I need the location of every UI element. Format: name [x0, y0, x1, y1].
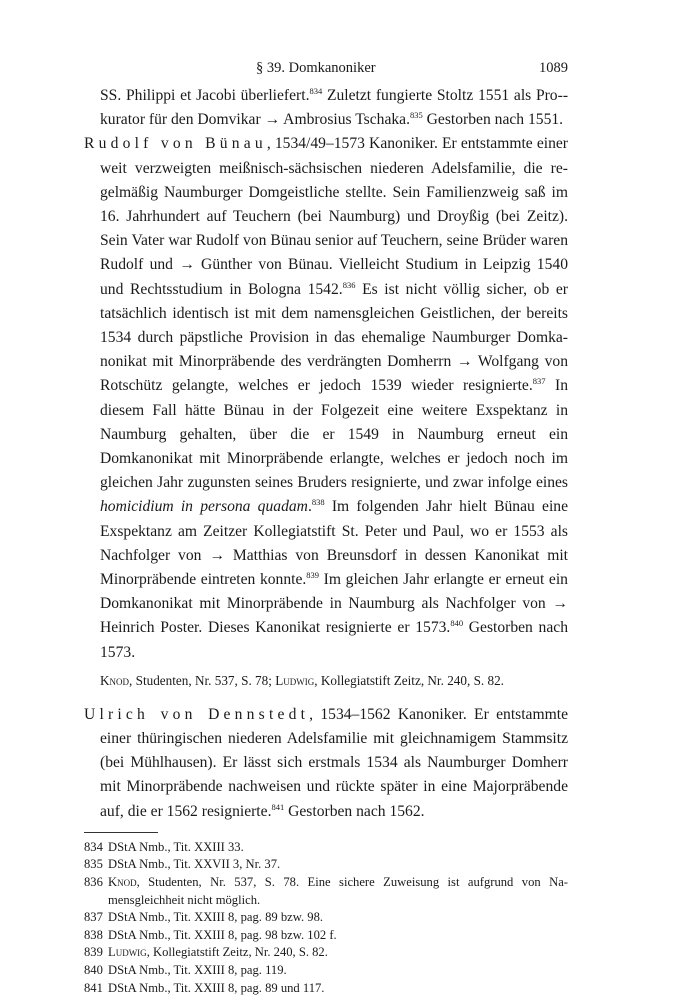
entry-text: Gestorben nach 1551. — [422, 111, 564, 129]
running-title: § 39. Domkanoniker — [256, 60, 376, 76]
footnote-number: 834 — [84, 839, 103, 854]
footnote-text: DStA Nmb., Tit. XXIII 8, pag. 89 und 117. — [108, 980, 325, 995]
footnote — [84, 874, 568, 909]
footnote-text: DStA Nmb., Tit. XXIII 33. — [108, 839, 244, 854]
page-number: 1089 — [539, 60, 568, 76]
author-name: Knod — [108, 875, 137, 890]
footnote-separator — [84, 832, 158, 833]
footnote-text: DStA Nmb., Tit. XXIII 8, pag. 89 bzw. 98. — [108, 910, 324, 925]
footnote-ref-834[interactable]: 834 — [309, 86, 323, 96]
entry-ulrich-von-dennstedt — [84, 703, 568, 824]
entry-text: Es ist nicht völlig sicher, ob er tatsächlich identisch ist mit dem namensgleichen Geistlichen, der bereits 1534 durch päpstliche Provision in das ehemalige Naumburger Domkanonikat mit Minorpräbende des verdrängten Domherrn → Wolfgang von Rotschütz gelangte, welches er jedoch 1539 wieder resignierte. — [100, 280, 568, 395]
footnote-number: 840 — [84, 963, 103, 978]
entry-text: SS. Philippi et Jacobi überliefert. — [100, 87, 310, 104]
author-name: Knod — [100, 672, 130, 688]
entry-text: . — [307, 498, 312, 516]
entry-text: Gestorben nach 1562. — [284, 802, 425, 820]
footnote-body: , Studenten, Nr. 537, S. 78. Eine sichere Zuweisung ist aufgrund von Namensgleichheit nicht möglich. — [108, 875, 568, 907]
entry-name: Rudolf von Bünau — [84, 135, 267, 153]
footnote-ref-837[interactable]: 837 — [532, 376, 546, 387]
footnote-ref-838[interactable]: 838 — [311, 497, 325, 508]
entry-text: , 1534/49–1573 Kanoniker. Er entstammte einer weit verzweigten meißnisch-sächsischen niederen Adelsfamilie, die regelmäßig Naumburger Domgeistliche stellte. Sein Familienzweig saß im 16. Jahrhundert auf Teuchern (bei Naumburg) und Droyßig (bei Zeitz). Sein Vater war Rudolf von Bünau senior auf Teuchern, seine Brüder waren Rudolf und → Günther von Bünau. Vielleicht Studium in Leipzig 1540 und Rechtsstudium in Bologna 1542. — [100, 135, 568, 298]
footnote-ref-839[interactable]: 839 — [306, 570, 320, 581]
footnote-text: DStA Nmb., Tit. XXIII 8, pag. 98 bzw. 102 f. — [108, 927, 337, 942]
entry-text: , 1534–1562 Kanoniker. Er entstammte einer thüringischen niederen Adelsfamilie mit gleichnamigem Stammsitz (bei Mühlhausen). Er lässt sich erstmals 1534 als Naumburger Domherr mit Minorpräbende nachweisen und rückte später in eine Majorpräbende auf, die er 1562 resignierte. — [100, 705, 568, 820]
footnote — [84, 909, 568, 927]
running-header — [84, 60, 568, 84]
footnote-ref-841[interactable]: 841 — [271, 801, 285, 812]
literature-references — [100, 671, 568, 690]
footnote-text: DStA Nmb., Tit. XXVII 3, Nr. 37. — [108, 857, 281, 872]
entry-text: Gestorben nach 1573. — [100, 619, 568, 661]
author-name: Ludwig — [108, 945, 147, 960]
footnote-number: 839 — [84, 945, 103, 960]
entry-stoltz-continuation — [84, 84, 568, 132]
footnote — [84, 980, 568, 997]
footnote — [84, 944, 568, 962]
author-name: Ludwig — [275, 672, 315, 688]
footnote-number: 836 — [84, 875, 103, 890]
footnote-body: , Kollegiatstift Zeitz, Nr. 240, S. 82. — [146, 945, 328, 960]
footnote-ref-835[interactable]: 835 — [410, 110, 423, 121]
entry-text: Im folgenden Jahr hielt Bünau eine Exspektanz am Zeitzer Kollegiatstift St. Peter und Paul, wo er 1553 als Nachfolger von → Matthias von Breunsdorf in dessen Kanonikat mit Minorpräbende eintreten konnte. — [100, 498, 568, 589]
entry-text: Im gleichen Jahr erlangte er erneut ein Domkanonikat mit Minorpräbende in Naumburg als Nachfolger von → Heinrich Poster. Dieses Kanonikat resignierte er 1573. — [100, 571, 568, 637]
footnote-text — [108, 944, 568, 962]
footnote — [84, 839, 568, 857]
footnote-text: DStA Nmb., Tit. XXIII 8, pag. 119. — [108, 963, 287, 978]
footnote-number: 837 — [84, 910, 103, 925]
entry-text: In diesem Fall hätte Bünau in der Folgezeit eine weitere Exspektanz in Naumburg gehalten, über die er 1549 in Naumburg erneut ein Domkanonikat mit Minorpräbende erlangte, welches er jedoch noch im gleichen Jahr zugunsten seines Bruders resignierte, und zwar infolge eines — [100, 377, 568, 492]
latin-phrase: homicidium in persona quadam — [100, 498, 308, 516]
footnote-text — [108, 874, 568, 909]
footnote-number: 838 — [84, 927, 103, 942]
entry-name: Ulrich von Dennstedt — [84, 705, 310, 723]
page — [84, 60, 568, 997]
entry-text: Zuletzt fungierte Stoltz 1551 als Pro-kurator für den Domvikar → Ambrosius Tschaka. — [100, 87, 569, 129]
footnotes — [84, 839, 568, 997]
reference-text: , Studenten, Nr. 537, S. 78; — [129, 672, 276, 688]
footnote-number: 841 — [84, 980, 103, 995]
footnote-ref-840[interactable]: 840 — [450, 618, 464, 629]
entry-rudolf-von-buenau — [84, 132, 568, 664]
footnote-ref-836[interactable]: 836 — [342, 279, 356, 290]
footnote — [84, 927, 568, 945]
footnote — [84, 856, 568, 874]
reference-text: , Kollegiatstift Zeitz, Nr. 240, S. 82. — [314, 672, 504, 688]
footnote — [84, 962, 568, 980]
footnote-number: 835 — [84, 857, 103, 872]
